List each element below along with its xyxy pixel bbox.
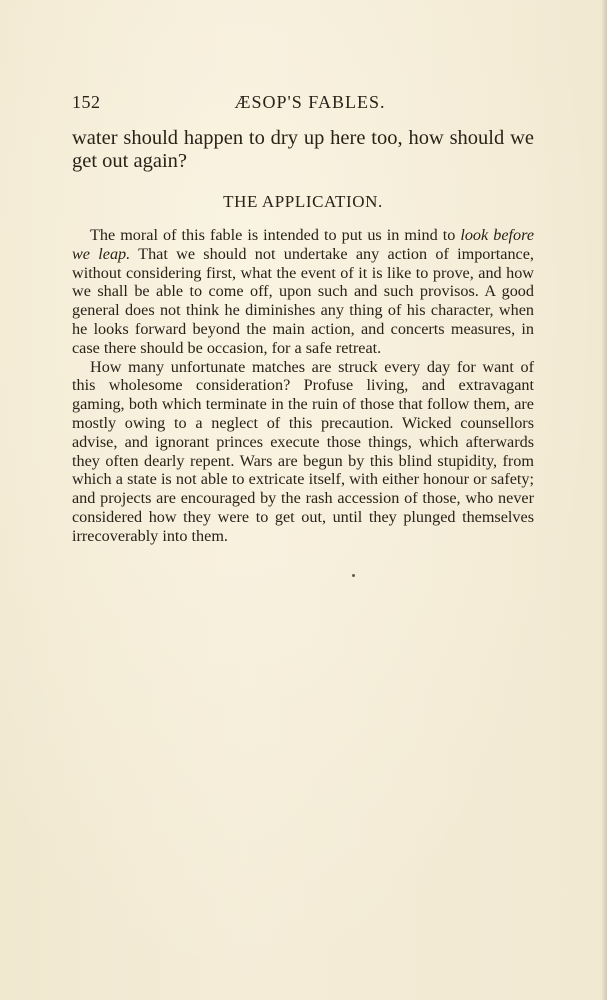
page-number: 152 xyxy=(72,92,101,112)
ink-speck xyxy=(352,574,355,577)
section-heading: THE APPLICATION. xyxy=(223,192,383,211)
paragraph-moral xyxy=(72,226,534,358)
application-text xyxy=(72,226,534,546)
paragraph-examples: How many unfortunate matches are struck every day for want of this wholesome consideration? Profuse living, and extravagant gaming, both which terminate in the ruin of those that follow them, are mostly owing to a neglect of this precaution. Wicked counsellors advise, and ignorant princes execute those things, which afterwards they often dearly repent. Wars are begun by this blind stupidity, from which a state is not able to extricate itself, with either honour or safety; and projects are encouraged by the rash accession of those, who never considered how they were to get out, until they plunged themselves irrecoverably into them. xyxy=(72,357,534,545)
paragraph-moral-start: The moral of this fable is intended to put us in mind to xyxy=(90,226,461,244)
emphasis-phrase: look before we leap. xyxy=(72,226,535,263)
running-title: ÆSOP'S FABLES. xyxy=(234,92,386,112)
running-head xyxy=(72,92,532,114)
page-edge-shadow xyxy=(601,0,607,1000)
paragraph-moral-rest: That we should not undertake any action of importance, without considering first, what the event of it is like to prove, and how we shall be able to come off, upon such and such provisos. A good general does not think he diminishes any thing of his character, when he looks forward beyond the main action, and concerts measures, in case there should be occasion, for a safe retreat. xyxy=(72,244,534,357)
continued-fable-text: water should happen to dry up here too, how should we get out again? xyxy=(72,127,534,172)
